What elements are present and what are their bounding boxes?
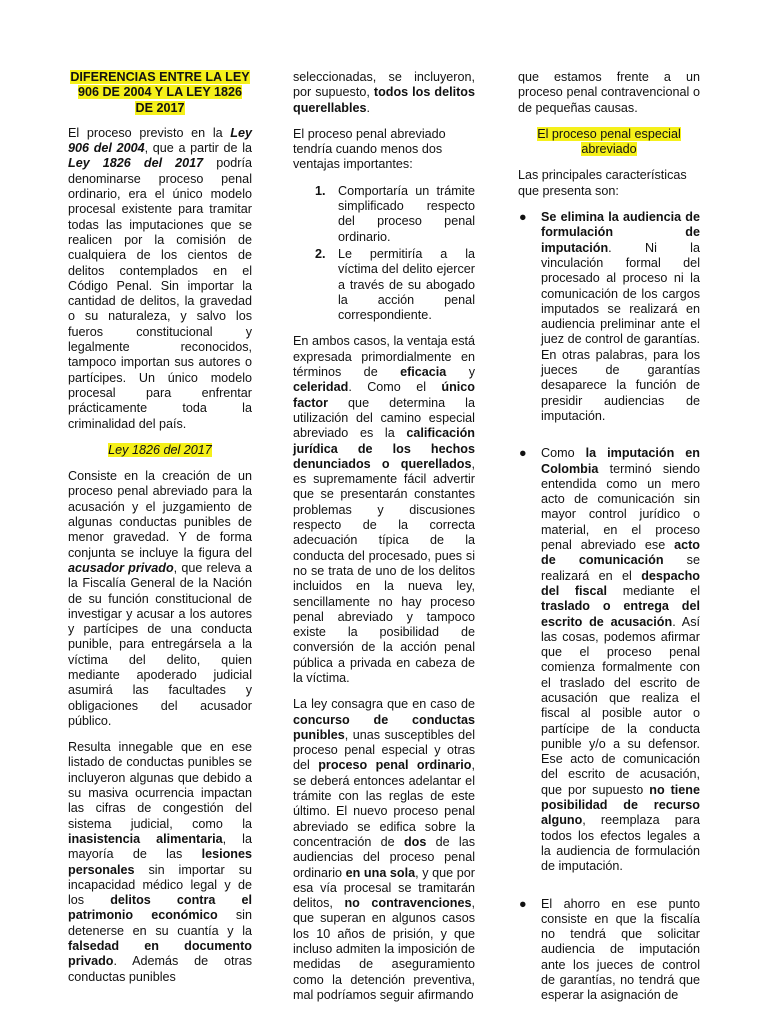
list-item: ● El ahorro en ese punto consiste en que la fiscalía no tendrá que solicitar audiencia de imputación ante los jueces de control de garantías, no tendrá que esperar la asignación de xyxy=(519,896,700,1003)
bullet-icon: ● xyxy=(519,896,527,911)
caracteristicas-list xyxy=(518,210,700,1004)
section-heading-ley-1826: Ley 1826 del 2017 xyxy=(108,442,212,457)
acusador-privado-term: acusador privado xyxy=(68,560,174,575)
paragraph-ventajas-intro: El proceso penal abreviado tendría cuando menos dos ventajas importantes: xyxy=(293,126,446,172)
column-1 xyxy=(68,70,252,996)
paragraph-ambos-casos: En ambos casos, la ventaja está expresada primordialmente en términos de eficacia y celeridad. Como el único factor que determina la utilización del camino especial abreviado es la calificación jurídica de los hechos denunciados o querellados, es supremamente fácil advertir que se presentarán constantes problemas y discusiones respecto de la correcta adecuación típica de la conducta del procesado, pues si no se trata de uno de los delitos incluidos en la nueva ley, sencillamente no hay proceso penal abreviado y tampoco existe la posibilidad de conversión de la acción penal pública a privada en cabeza de la víctima. xyxy=(293,334,476,685)
paragraph-conductas: Resulta innegable que en ese listado de conductas punibles se incluyeron algunas que debido a su masiva ocurrencia impactan las cifras de congestión del sistema judicial, como la inasistencia alimentaria, la mayoría de las lesiones personales sin importar su incapacidad médico legal y de los delitos contra el patrimonio económico sin detenerse en su cuantía y la falsedad en documento privado. Además de otras conductas punibles xyxy=(68,740,252,984)
paragraph-consiste: Consiste en la creación de un proceso penal abreviado para la acusación y el juzgamiento de algunas conductas punibles de menor gravedad. Y de forma conjunta se incluye la figura del acusador privado, que releva a la Fiscalía General de la Nación de su función constitucional de investigar y acusar a los autores y partícipes de una conducta punible, para entregársela a la víctima del delito, quien mediante apoderado judicial asumirá las facultades y obligaciones del acusador público. xyxy=(68,469,252,728)
paragraph-pequenas-causas: que estamos frente a un proceso penal contravencional o de pequeñas causas. xyxy=(518,70,700,115)
list-item: 2. Le permitiría a la víctima del delito ejercer a través de su abogado la acción penal correspondiente. xyxy=(315,246,475,323)
list-item: ● Como la imputación en Colombia terminó siendo entendida como un mero acto de comunicación sin mayor control jurídico o material, en el proceso penal abreviado ese acto de comunicación se realizará en el despacho del fiscal mediante el traslado o entrega del escrito de acusación. Así las cosas, podemos afirmar que el proceso penal comienza formalmente con el traslado del escrito de acusación que realiza el fiscal al posible autor o partícipe de la conducta punible y/o a su defensor. Ese acto de comunicación del escrito de acusación, que por supuesto no tiene posibilidad de recurso alguno, reemplaza para todos los efectos legales a la audiencia de formulación de imputación. xyxy=(519,446,701,874)
list-item: ● Se elimina la audiencia de formulación de imputación. Ni la vinculación formal del procesado al proceso ni la comunicación de los cargos imputados se realizará en audiencia preliminar ante el juez de control de garantías. En otras palabras, para los jueces de garantías desaparece la función de presidir audiencias de imputación. xyxy=(519,210,700,423)
ventajas-list xyxy=(293,184,475,324)
bullet-icon: ● xyxy=(519,446,527,461)
ley-1826-reference: Ley 1826 del 2017 xyxy=(68,156,204,171)
document-title: DIFERENCIAS ENTRE LA LEY 906 DE 2004 Y LA LEY 1826 DE 2017 xyxy=(70,70,250,115)
paragraph-caracteristicas-intro: Las principales características que presenta son: xyxy=(518,168,687,198)
paragraph-ley-906: El proceso previsto en la Ley 906 del 2004, que a partir de la Ley 1826 del 2017 podría denominarse proceso penal ordinario, era el único modelo procesal existente para tramitar todas las imputaciones que se realicen por la comisión de cualquiera de los cientos de delitos contemplados en el Código Penal. Sin importar la cantidad de delitos, la gravedad o su naturaleza, y salvo los fueros constitucional y legalmente reconocidos, tampoco importan sus autores o partícipes. Un único modelo procesal para enfrentar prácticamente toda la criminalidad del país. xyxy=(68,125,252,431)
paragraph-seleccionadas: seleccionadas, se incluyeron, por supuesto, todos los delitos querellables. xyxy=(293,70,475,115)
section-heading-proceso-abreviado: El proceso penal especial abreviado xyxy=(537,126,681,157)
ley-906-reference: Ley 906 del 2004 xyxy=(68,125,252,156)
paragraph-concurso: La ley consagra que en caso de concurso de conductas punibles, unas susceptibles del proceso penal especial y otras del proceso penal ordinario, se deberá entonces adelantar el trámite con las reglas de este último. El nuevo proceso penal abreviado se edifica sobre la concentración de dos de las audiencias del proceso penal ordinario en una sola, y que por esa vía procesal se tramitarán delitos, no contravenciones, que superan en algunos casos los 10 años de prisión, y que incluso admiten la imposición de medidas de aseguramiento como la detención preventiva, mal podríamos seguir afirmando xyxy=(293,697,476,1002)
column-3 xyxy=(518,70,700,1026)
column-2 xyxy=(293,70,475,1014)
bullet-icon: ● xyxy=(519,210,527,225)
list-item: 1. Comportaría un trámite simplificado respecto del proceso penal ordinario. xyxy=(315,183,475,244)
